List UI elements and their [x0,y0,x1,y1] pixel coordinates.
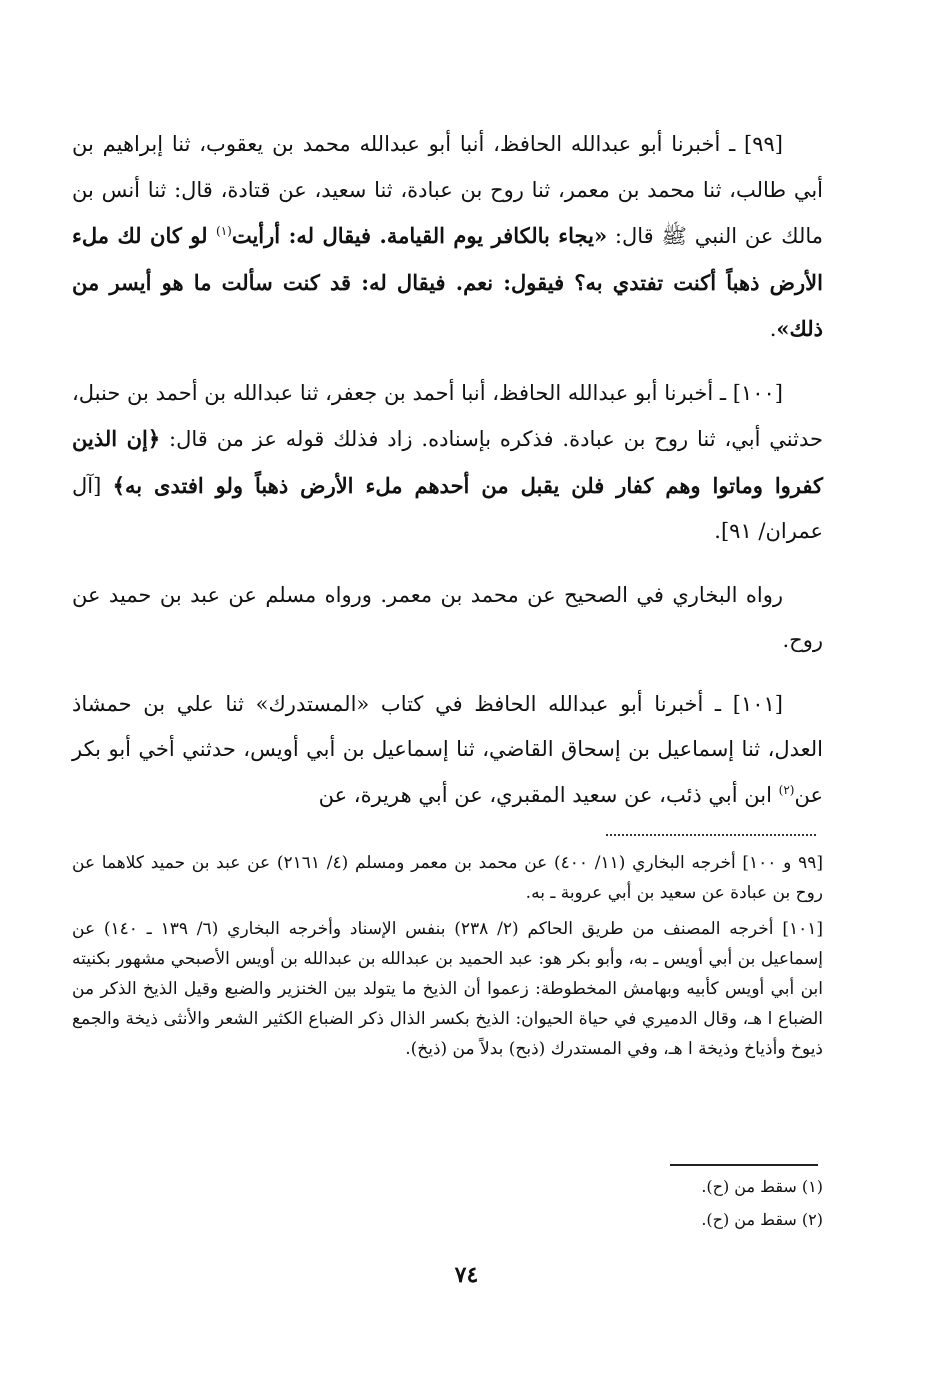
hadith-quote: «يجاء بالكافر يوم القيامة. فيقال له: أرأيت [231,223,608,248]
narration-note [72,573,823,664]
notes-divider [606,834,816,836]
verse-reference: [آل عمران/ ٩١]. [72,473,823,543]
note-99-100: [٩٩ و ١٠٠] أخرجه البخاري (١١/ ٤٠٠) عن محمد بن معمر ومسلم (٤/ ٢١٦١) عن عبد بن حميد كلاهما عن روح بن عبادة عن سعيد بن أبي عروبة ـ به. [72,853,823,903]
main-text [72,122,823,836]
footnotes [523,1170,823,1236]
hadith-99 [72,122,823,353]
footnote-ref-2: (٢) [778,782,795,797]
footnote-2: (٢) سقط من (ح). [701,1210,823,1229]
text-segment: . [769,317,777,341]
hadith-quote: لو كان لك ملء الأرض ذهباً أكنت تفتدي به؟ فيقول: نعم. فيقال له: قد كنت سألت ما هو أيسر من ذلك» [72,223,823,341]
hadith-101 [72,682,823,819]
note-101: [١٠١] أخرجه المصنف من طريق الحاكم (٢/ ٢٣٨) بنفس الإسناد وأخرجه البخاري (٦/ ١٣٩ ـ ١٤٠) عن إسماعيل بن أبي أويس ـ به، وأبو بكر هو: عبد الحميد بن عبدالله بن عبدالله بن أويس الأصبحي مشهور بكنيته ابن أبي أويس كأبيه وبهامش المخطوطة: زعموا أن الذيخ ما يتولد بين الخنزير والضبع وقيل الذيخ الذكر من الضباع ا هـ، وقال الدميري في حياة الحيوان: الذيخ بكسر الذال ذكر الضباع الكثير الشعر والأنثى ذيخة والجمع ذيوخ وأذياخ وذيخة ا هـ، وفي المستدرك (ذبح) بدلاً من (ذيخ). [72,919,824,1059]
text-segment: [١٠٠] ـ أخبرنا أبو عبدالله الحافظ، أنبا أحمد بن جعفر، ثنا عبدالله بن أحمد بن حنبل، حدثني أبي، ثنا روح بن عبادة. فذكره بإسناده. زاد فذلك قوله عز من قال: [72,380,823,451]
footnote-ref-1: (١) [216,224,232,238]
page-number: ٧٤ [454,1262,479,1288]
text-segment: ابن أبي ذئب، عن سعيد المقبري، عن أبي هريرة، عن [318,782,779,807]
quran-verse: ﴿إن الذين كفروا وماتوا وهم كفار فلن يقبل من أحدهم ملء الأرض ذهباً ولو افتدى به﴾ [72,426,824,498]
text-segment: [١٠١] ـ أخبرنا أبو عبدالله الحافظ في كتاب «المستدرك» ثنا علي بن حمشاذ العدل، ثنا إسماعيل بن إسحاق القاضي، ثنا إسماعيل بن أبي أويس، حدثني أخي أبو بكر عن [72,691,823,807]
text-segment: رواه البخاري في الصحيح عن محمد بن معمر. ورواه مسلم عن عبد بن حميد عن روح. [72,582,823,652]
hadith-100 [72,371,823,555]
takhrij-notes [72,848,823,1070]
text-segment: [٩٩] ـ أخبرنا أبو عبدالله الحافظ، أنبا أبو عبدالله محمد بن يعقوب، ثنا إبراهيم بن أبي طالب، ثنا محمد بن معمر، ثنا روح بن عبادة، ثنا سعيد، عن قتادة، قال: ثنا أنس بن مالك عن النبي ﷺ قال: [72,132,824,248]
footnote-divider [670,1164,818,1166]
footnote-1: (١) سقط من (ح). [701,1177,823,1196]
